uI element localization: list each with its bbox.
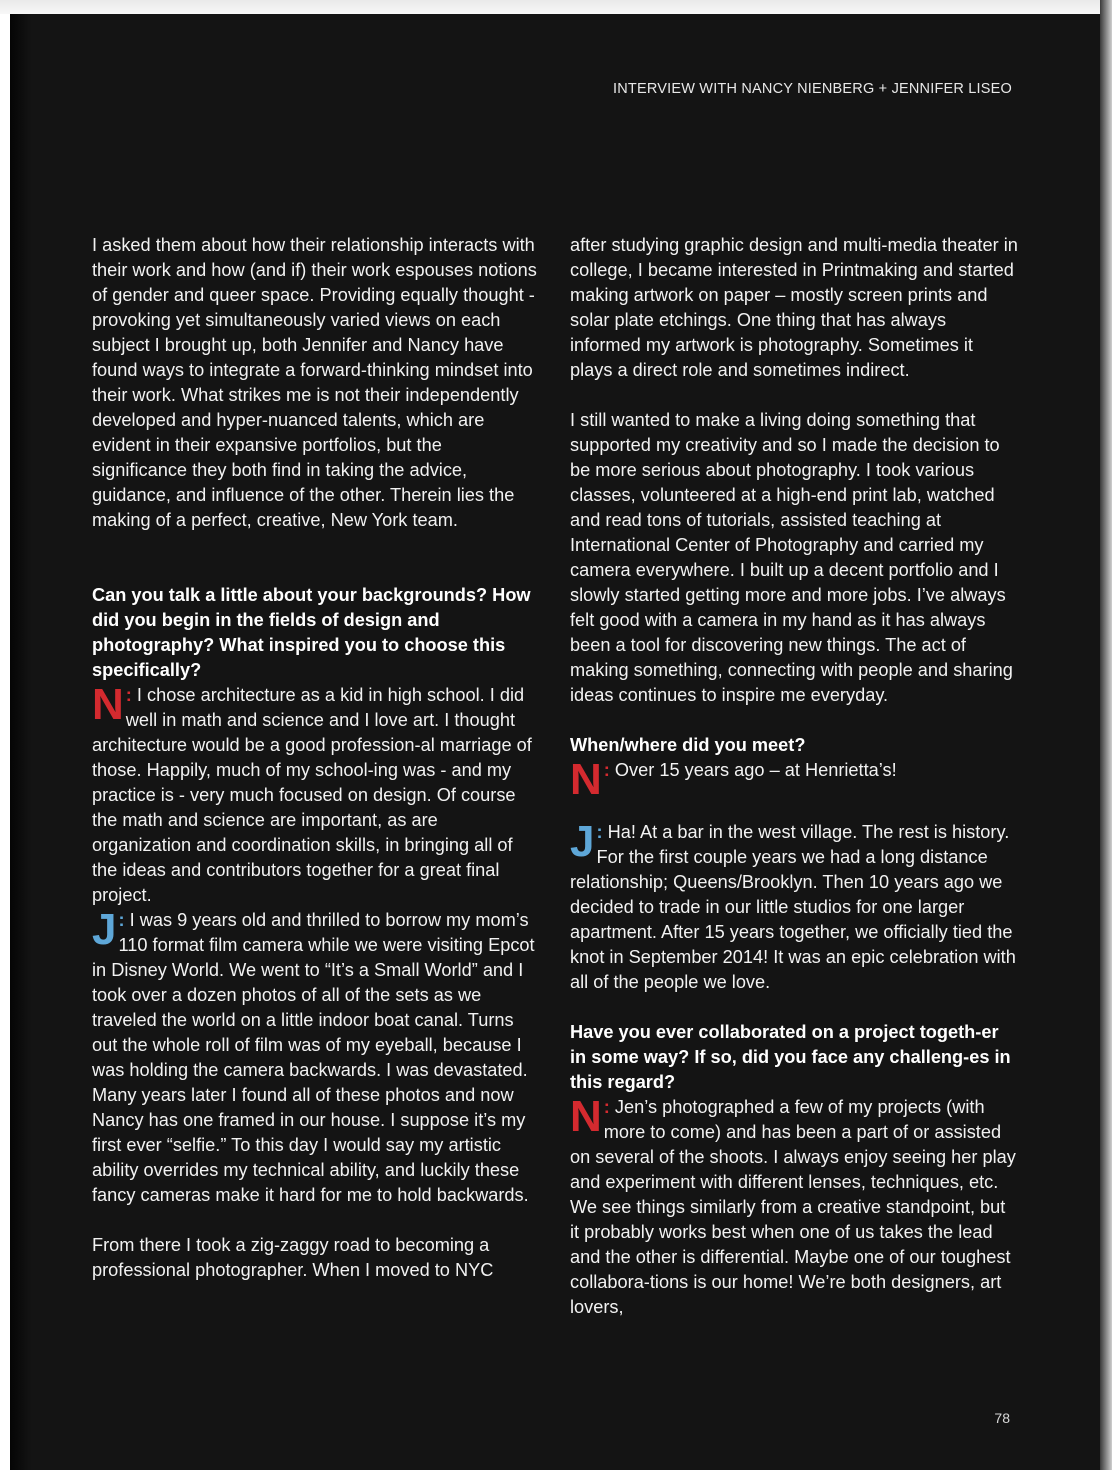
answer-jennifer-meet: J : Ha! At a bar in the west village. The rest is history. For the first couple years we had a long distance relationship; Queens/Brooklyn. Then 10 years ago we decided to trade in our little studios for one larger apartment. After 15 years together, we officially tied the knot in September 2014! It was an epic celebration with all of the people we love. bbox=[570, 817, 1016, 992]
page-edge bbox=[1100, 0, 1112, 1470]
left-column bbox=[92, 233, 540, 1283]
spine-shadow bbox=[10, 14, 32, 1470]
right-column bbox=[570, 233, 1018, 1320]
answer-text: Ha! At a bar in the west village. The rest is history. For the first couple years we had a long distance relationship; Queens/Brooklyn. Then 10 years ago we decided to trade in our little studios for one larger apartment. After 15 years together, we officially tied the knot in September 2014! It was an epic celebration with all of the people we love. bbox=[570, 822, 1016, 992]
answer-text: I chose architecture as a kid in high school. I did well in math and science and I love art. I thought architecture would be a good profession-al marriage of those. Happily, much of my school-ing was - and my practice is - very much focused on design. Of course the math and science are important, as are organization and coordination skills, in bringing all of the ideas and contributors together for a great final project. bbox=[92, 685, 532, 905]
answer-nancy-collaborate: N : Jen’s photographed a few of my projects (with more to come) and has been a part of or assisted on several of the shoots. I always enjoy seeing her play and experiment with different lenses, techniques, etc. We see things similarly from a creative standpoint, but it probably works best when one of us takes the lead and the other is differential. Maybe one of our toughest collabora-tions is our home! We’re both designers, art lovers, bbox=[570, 1092, 1016, 1317]
answer-nancy-meet: N : Over 15 years ago – at Henrietta’s! bbox=[570, 755, 897, 804]
answer-jennifer-backgrounds: J : I was 9 years old and thrilled to borrow my mom’s 110 format film camera while we were visiting Epcot in Disney World. We went to “It’s a Small World” and I took over a dozen photos of all of the sets as we traveled the world on a little indoor boat canal. Turns out the whole roll of film was of my eyeball, because I was holding the camera backwards. I was devastated. Many years later I found all of these photos and now Nancy has one framed in our house. I suppose it’s my first ever “selfie.” To this day I would say my artistic ability overrides my technical ability, and luckily these fancy cameras make it hard for me to hold backwards. bbox=[92, 905, 535, 1205]
continued-paragraph: From there I took a zig-zaggy road to becoming a professional photographer. When I moved to NYC bbox=[92, 1235, 494, 1280]
paragraph: after studying graphic design and multi-media theater in college, I became interested in Printmaking and started making artwork on paper – mostly screen prints and solar plate etchings. One thing that has always informed my artwork is photography. Sometimes it plays a direct role and sometimes indirect. bbox=[570, 235, 1018, 380]
page-number: 78 bbox=[994, 1410, 1010, 1426]
question-collaborate: Have you ever collaborated on a project togeth-er in some way? If so, did you face any challeng-es in this regard? bbox=[570, 1022, 1011, 1092]
question-backgrounds: Can you talk a little about your backgrounds? How did you begin in the fields of design and photography? What inspired you to choose this specifically? bbox=[92, 585, 531, 680]
scan-edge bbox=[0, 0, 1112, 14]
running-head: INTERVIEW WITH NANCY NIENBERG + JENNIFER LISEO bbox=[612, 81, 1012, 97]
jennifer-initial: J bbox=[570, 817, 595, 866]
answer-text: Over 15 years ago – at Henrietta’s! bbox=[614, 760, 897, 780]
question-meet: When/where did you meet? bbox=[570, 735, 806, 755]
jennifer-initial: J bbox=[92, 905, 117, 954]
answer-nancy-backgrounds: N : I chose architecture as a kid in high school. I did well in math and science and I love art. I thought architecture would be a good profession-al marriage of those. Happily, much of my school-ing was - and my practice is - very much focused on design. Of course the math and science are important, as are organization and coordination skills, in bringing all of the ideas and contributors together for a great final project. bbox=[92, 680, 532, 905]
answer-text: I was 9 years old and thrilled to borrow my mom’s 110 format film camera while we were visiting Epcot in Disney World. We went to “It’s a Small World” and I took over a dozen photos of all of the sets as we traveled the world on a little indoor boat canal. Turns out the whole roll of film was of my eyeball, because I was holding the camera backwards. I was devastated. Many years later I found all of these photos and now Nancy has one framed in our house. I suppose it’s my first ever “selfie.” To this day I would say my artistic ability overrides my technical ability, and luckily these fancy cameras make it hard for me to hold backwards. bbox=[92, 910, 535, 1205]
intro-paragraph: I asked them about how their relationship interacts with their work and how (and if) their work espouses notions of gender and queer space. Providing equally thought - provoking yet simultaneously varied views on each subject I brought up, both Jennifer and Nancy have found ways to integrate a forward-thinking mindset into their work. What strikes me is not their independently developed and hyper-nuanced talents, which are evident in their expansive portfolios, but the significance they both find in taking the advice, guidance, and influence of the other. Therein lies the making of a perfect, creative, New York team. bbox=[92, 235, 537, 530]
nancy-initial: N bbox=[92, 680, 124, 729]
nancy-initial: N bbox=[570, 755, 602, 804]
paragraph: I still wanted to make a living doing something that supported my creativity and so I made the decision to be more serious about photography. I took various classes, volunteered at a high-end print lab, watched and read tons of tutorials, assisted teaching at International Center of Photography and carried my camera everywhere. I built up a decent portfolio and I slowly started getting more and more jobs. I’ve always felt good with a camera in my hand as it has always been a tool for discovering new things. The act of making something, connecting with people and sharing ideas continues to inspire me everyday. bbox=[570, 410, 1013, 705]
nancy-initial: N bbox=[570, 1092, 602, 1141]
answer-text: Jen’s photographed a few of my projects (with more to come) and has been a part of or assisted on several of the shoots. I always enjoy seeing her play and experiment with different lenses, techniques, etc. We see things similarly from a creative standpoint, but it probably works best when one of us takes the lead and the other is differential. Maybe one of our toughest collabora-tions is our home! We’re both designers, art lovers, bbox=[570, 1097, 1016, 1317]
